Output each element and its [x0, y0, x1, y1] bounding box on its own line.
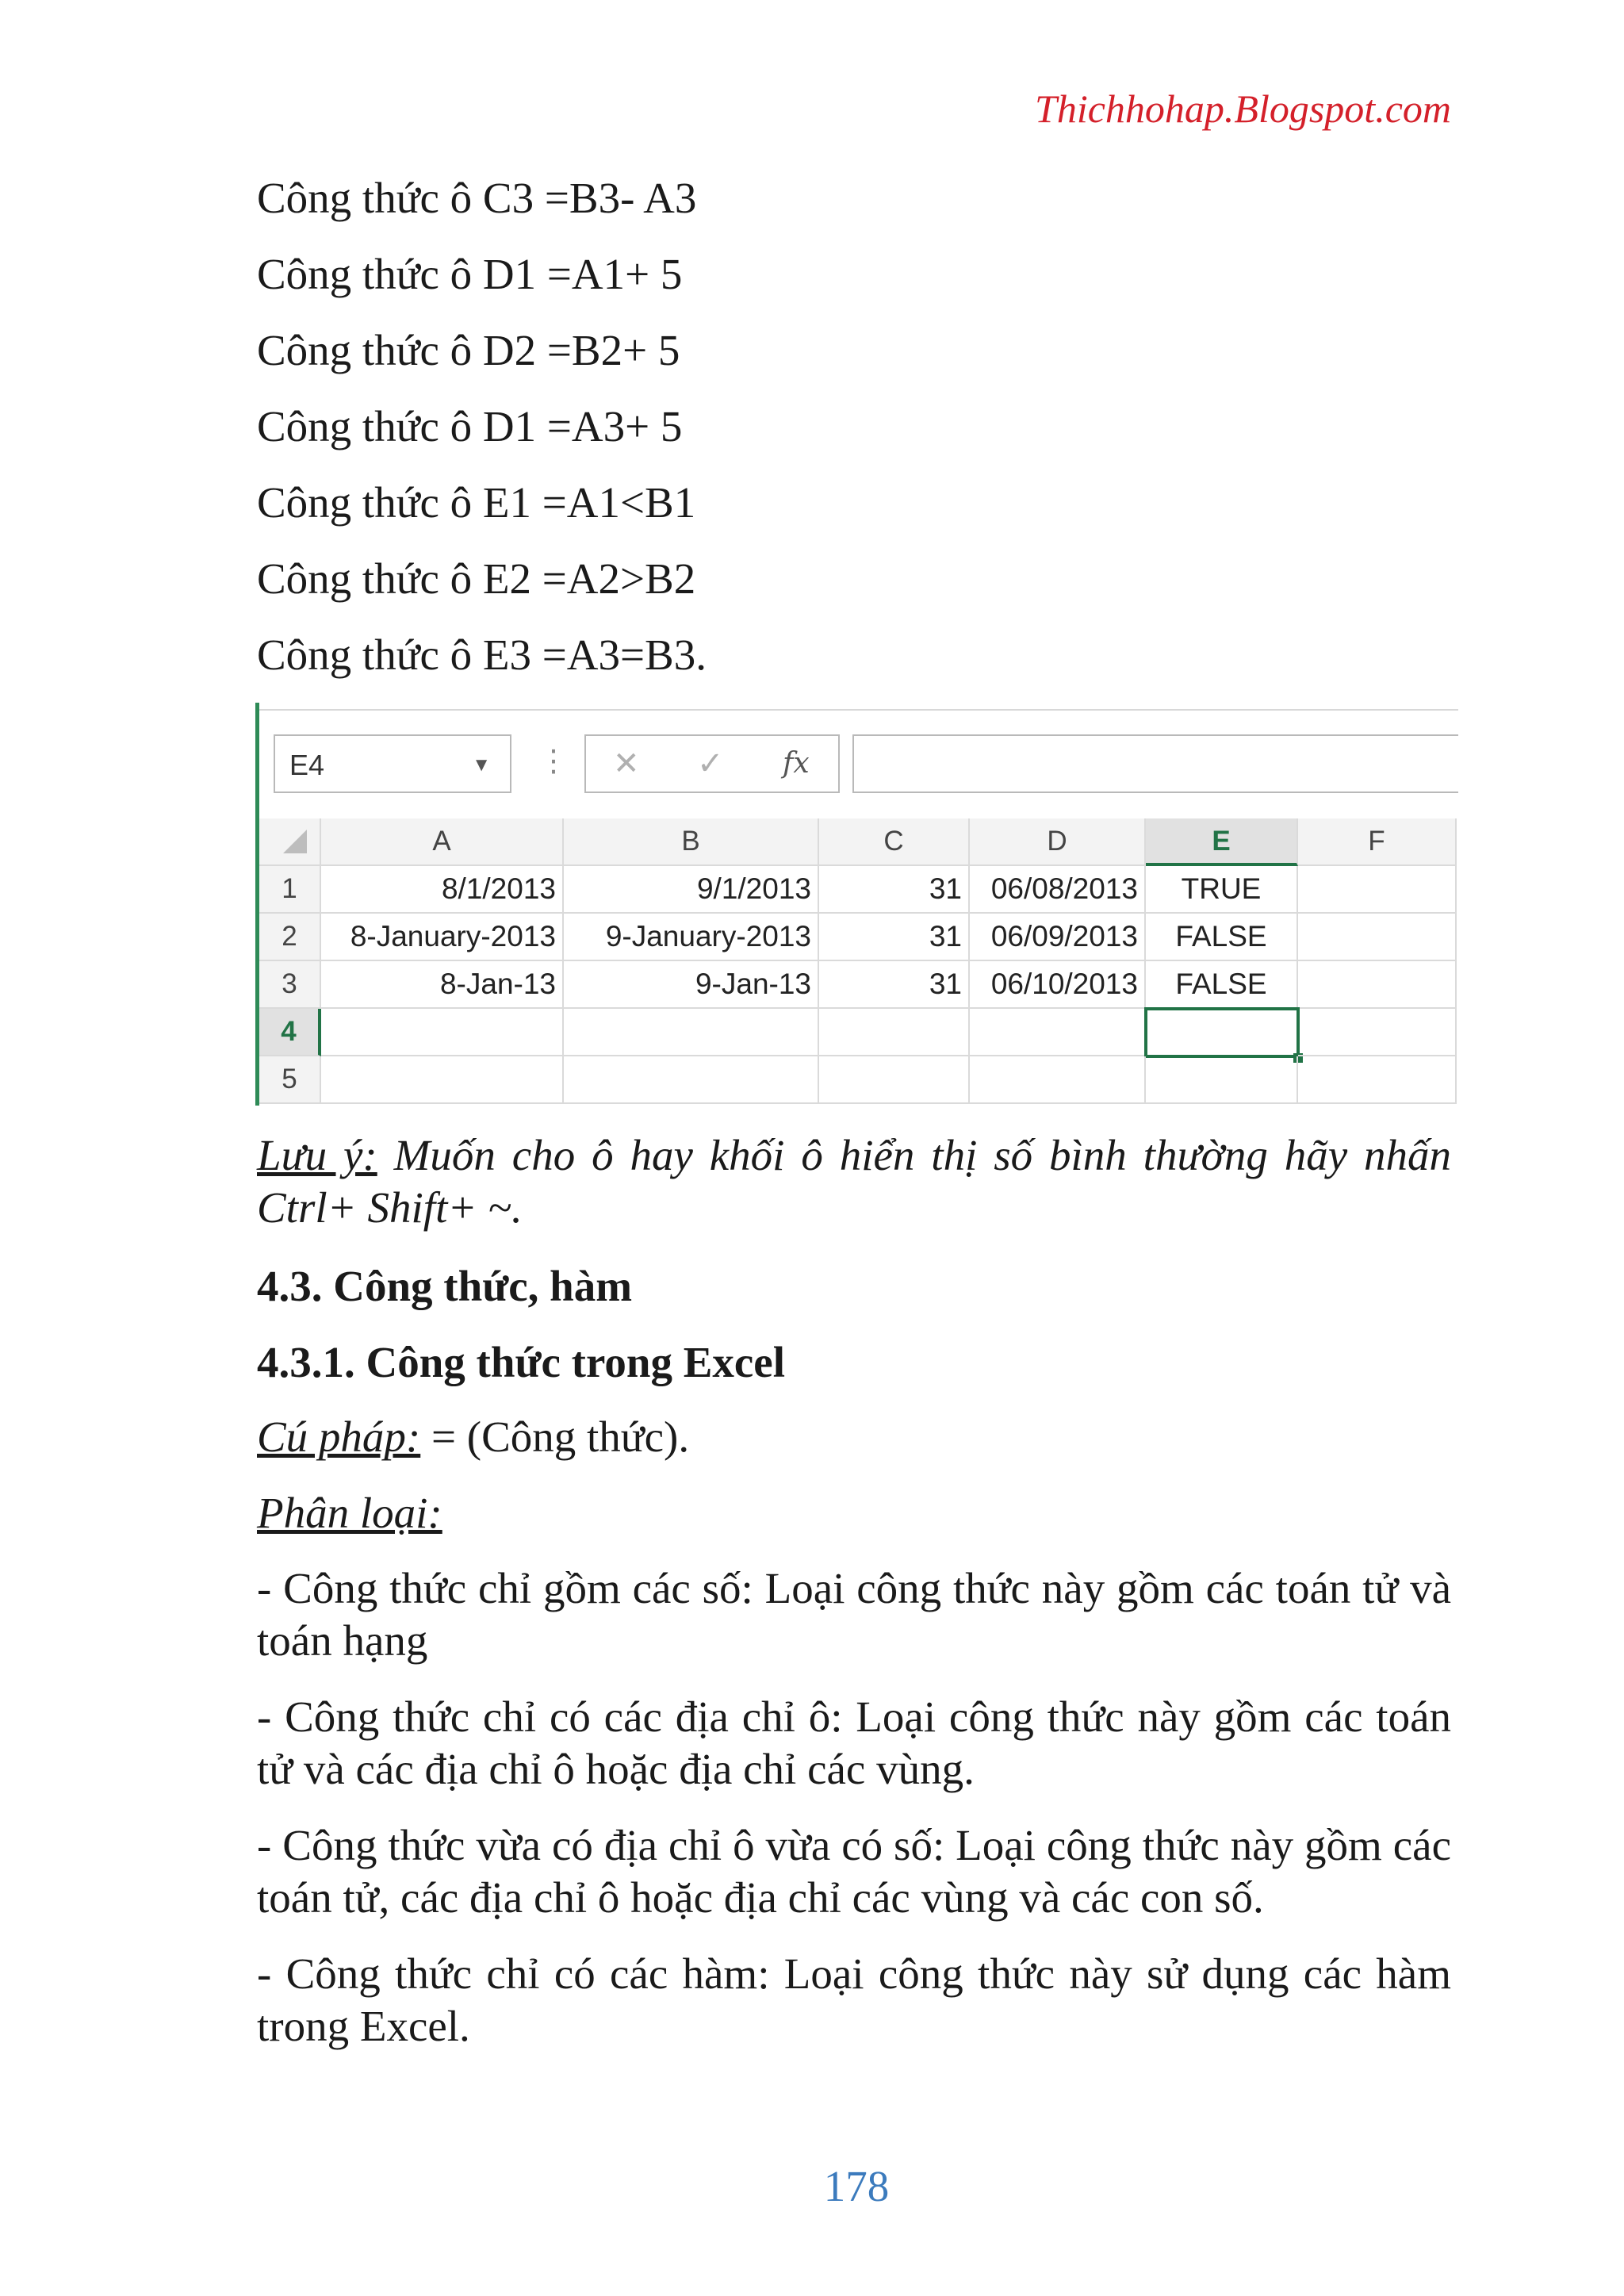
cell[interactable]: 06/09/2013 [970, 914, 1146, 961]
column-header[interactable]: A [321, 818, 564, 866]
cell[interactable]: 31 [819, 961, 970, 1009]
column-header[interactable]: C [819, 818, 970, 866]
row-header[interactable]: 3 [259, 961, 321, 1009]
cell[interactable] [970, 1056, 1146, 1104]
section-heading: 4.3. Công thức, hàm [257, 1262, 633, 1310]
divider [259, 709, 1458, 711]
column-header-active[interactable]: E [1146, 818, 1298, 866]
insert-function-icon[interactable]: fx [783, 747, 810, 780]
cell[interactable] [321, 1009, 564, 1056]
name-box-value: E4 [289, 749, 325, 781]
formula-line: Công thức ô E3 =A3=B3. [257, 631, 707, 679]
formula-line: Công thức ô D1 =A1+ 5 [257, 250, 683, 298]
bullet-item: - Công thức vừa có địa chỉ ô vừa có số: Loại công thức này gồm các toán tử, các địa chỉ ô hoặc địa chỉ các vùng và các con số. [257, 1821, 1451, 1922]
select-all-icon [283, 830, 307, 853]
cell[interactable]: FALSE [1146, 914, 1298, 961]
bullet-item: - Công thức chỉ có các hàm: Loại công thức này sử dụng các hàm trong Excel. [257, 1949, 1451, 2050]
cell[interactable] [1146, 1056, 1298, 1104]
column-header[interactable]: F [1298, 818, 1457, 866]
chevron-down-icon[interactable]: ▼ [472, 754, 491, 776]
cell[interactable] [1298, 1056, 1457, 1104]
name-box[interactable] [274, 734, 511, 793]
cell[interactable]: 06/10/2013 [970, 961, 1146, 1009]
column-header[interactable]: B [564, 818, 819, 866]
spreadsheet-screenshot [255, 703, 1458, 1106]
cell[interactable] [1298, 961, 1457, 1009]
cell[interactable] [564, 1009, 819, 1056]
cell[interactable] [1298, 866, 1457, 914]
formula-line: Công thức ô D2 =B2+ 5 [257, 326, 680, 374]
select-all-corner[interactable] [259, 818, 321, 866]
cell[interactable]: 9-January-2013 [564, 914, 819, 961]
bullet-item: - Công thức chỉ gồm các số: Loại công thức này gồm các toán tử và toán hạng [257, 1564, 1451, 1665]
formula-line: Công thức ô E1 =A1<B1 [257, 478, 696, 527]
subsection-heading: 4.3.1. Công thức trong Excel [257, 1338, 785, 1386]
note-label: Lưu ý: [257, 1131, 377, 1179]
cell[interactable]: 9/1/2013 [564, 866, 819, 914]
cell[interactable]: TRUE [1146, 866, 1298, 914]
cell[interactable] [1298, 914, 1457, 961]
cell[interactable] [1298, 1009, 1457, 1056]
syntax-line [257, 1412, 689, 1462]
row-header[interactable]: 2 [259, 914, 321, 961]
formula-bar-input[interactable] [852, 734, 1458, 793]
cell[interactable]: 8-January-2013 [321, 914, 564, 961]
cell[interactable]: 9-Jan-13 [564, 961, 819, 1009]
cell[interactable]: 31 [819, 914, 970, 961]
cell[interactable] [819, 1009, 970, 1056]
cell[interactable]: 06/08/2013 [970, 866, 1146, 914]
cell[interactable]: 8-Jan-13 [321, 961, 564, 1009]
selected-cell[interactable] [1144, 1007, 1300, 1058]
bullet-item: - Công thức chỉ có các địa chỉ ô: Loại công thức này gồm các toán tử và các địa chỉ ô hoặc địa chỉ các vùng. [257, 1692, 1451, 1793]
cancel-icon[interactable]: ✕ [613, 746, 640, 781]
check-icon[interactable]: ✓ [697, 746, 724, 781]
formula-line: Công thức ô D1 =A3+ 5 [257, 402, 683, 450]
row-header-active[interactable]: 4 [259, 1009, 321, 1056]
formula-buttons [584, 734, 840, 793]
formula-line: Công thức ô E2 =A2>B2 [257, 554, 696, 603]
cell[interactable] [819, 1056, 970, 1104]
page-number: 178 [823, 2162, 890, 2210]
cell[interactable]: FALSE [1146, 961, 1298, 1009]
more-options-icon[interactable]: ⋮ [538, 745, 569, 778]
column-header[interactable]: D [970, 818, 1146, 866]
classification-label: Phân loại: [257, 1489, 442, 1537]
note-paragraph [257, 1129, 1451, 1234]
row-header[interactable]: 5 [259, 1056, 321, 1104]
cell[interactable]: 31 [819, 866, 970, 914]
syntax-label: Cú pháp: [257, 1412, 421, 1461]
syntax-text: = (Công thức). [420, 1412, 690, 1461]
blog-link[interactable]: Thichhohap.Blogspot.com [1035, 86, 1451, 131]
cell[interactable] [321, 1056, 564, 1104]
cell[interactable] [564, 1056, 819, 1104]
note-text: Muốn cho ô hay khối ô hiển thị số bình thường hãy nhấn Ctrl+ Shift+ ~. [257, 1131, 1451, 1232]
cell[interactable] [970, 1009, 1146, 1056]
cell[interactable]: 8/1/2013 [321, 866, 564, 914]
row-header[interactable]: 1 [259, 866, 321, 914]
formula-line: Công thức ô C3 =B3- A3 [257, 174, 697, 222]
